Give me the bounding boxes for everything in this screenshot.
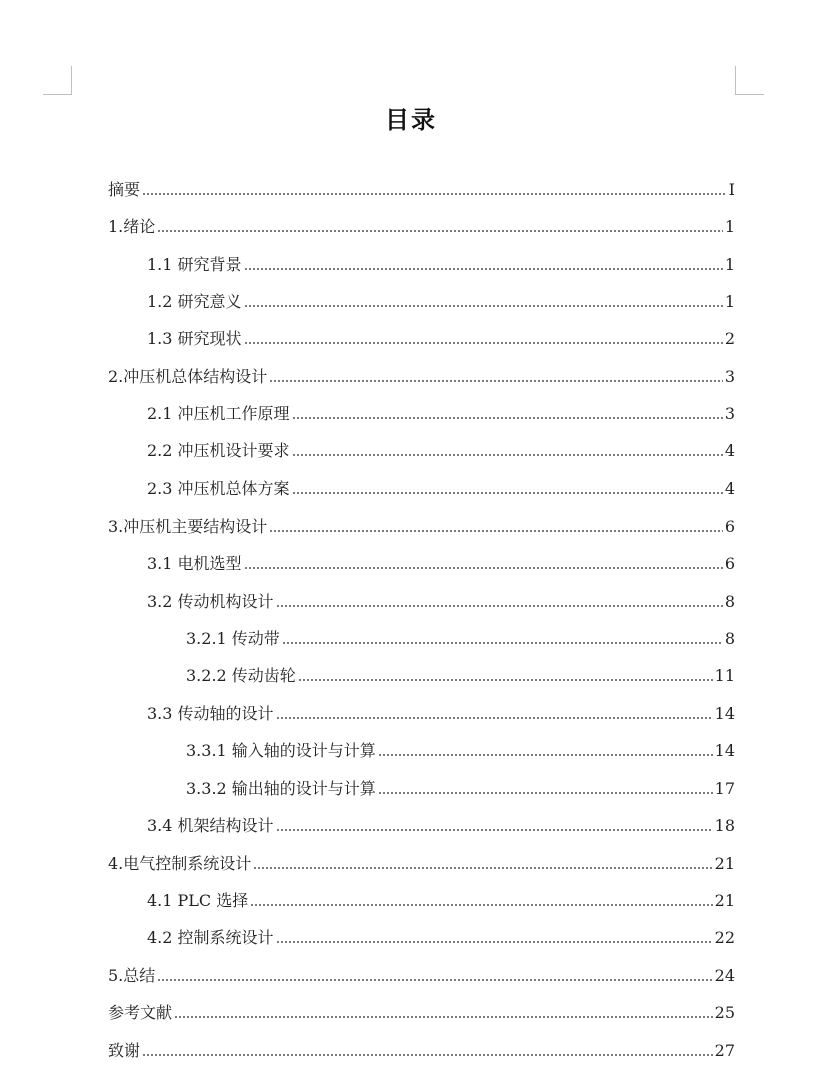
toc-dot-leader	[142, 1053, 713, 1057]
toc-entry-page: 18	[714, 816, 735, 835]
toc-dot-leader	[244, 341, 723, 345]
toc-entry[interactable]	[186, 625, 735, 649]
toc-entry-label: 2.2 冲压机设计要求	[147, 441, 290, 460]
toc-dot-leader	[269, 529, 723, 533]
toc-entry-page: 6	[724, 517, 735, 536]
toc-entry-page: 24	[714, 966, 735, 985]
toc-entry-label: 3.2.1 传动带	[186, 629, 280, 648]
toc-entry-label: 摘要	[108, 180, 141, 199]
toc-entry-page: 4	[724, 479, 735, 498]
toc-entry[interactable]	[147, 437, 735, 461]
toc-dot-leader	[276, 940, 713, 944]
toc-entry[interactable]	[147, 700, 735, 724]
toc-entry[interactable]	[147, 475, 735, 499]
toc-entry-page: 14	[714, 704, 735, 723]
toc-entry-label: 1.2 研究意义	[147, 292, 242, 311]
toc-dot-leader	[142, 192, 727, 196]
toc-entry-page: 1	[724, 217, 735, 236]
toc-entry-page: 27	[714, 1041, 735, 1060]
toc-entry-page: 25	[714, 1003, 735, 1022]
toc-entry-page: 6	[724, 554, 735, 573]
toc-entry[interactable]	[147, 288, 735, 312]
toc-dot-leader	[292, 453, 723, 457]
toc-entry-page: I	[728, 180, 735, 199]
toc-dot-leader	[269, 379, 723, 383]
toc-dot-leader	[250, 903, 712, 907]
toc-dot-leader	[298, 678, 713, 682]
toc-entry[interactable]	[147, 400, 735, 424]
toc-dot-leader	[157, 978, 712, 982]
page-title: 目录	[385, 105, 437, 134]
toc-dot-leader	[244, 304, 723, 308]
toc-entry[interactable]	[108, 363, 735, 387]
toc-dot-leader	[276, 604, 723, 608]
toc-entry-label: 3.2 传动机构设计	[147, 592, 274, 611]
toc-entry-page: 2	[724, 329, 735, 348]
toc-entry-label: 3.1 电机选型	[147, 554, 242, 573]
toc-entry[interactable]	[186, 775, 735, 799]
toc-dot-leader	[276, 716, 713, 720]
toc-entry-label: 3.4 机架结构设计	[147, 816, 274, 835]
toc-entry[interactable]	[108, 850, 735, 874]
toc-entry-label: 3.冲压机主要结构设计	[108, 517, 268, 536]
toc-dot-leader	[378, 791, 713, 795]
toc-entry-label: 参考文献	[108, 1003, 173, 1022]
toc-entry[interactable]	[108, 962, 735, 986]
toc-entry-page: 8	[724, 629, 735, 648]
toc-entry[interactable]	[108, 513, 735, 537]
toc-entry-page: 1	[724, 292, 735, 311]
toc-dot-leader	[244, 566, 723, 570]
toc-entry-page: 4	[724, 441, 735, 460]
toc-dot-leader	[253, 866, 712, 870]
toc-entry-label: 2.3 冲压机总体方案	[147, 479, 290, 498]
toc-dot-leader	[292, 416, 723, 420]
toc-entry-page: 8	[724, 592, 735, 611]
toc-entry-page: 22	[714, 928, 735, 947]
toc-entry-label: 4.1 PLC 选择	[147, 891, 249, 910]
toc-dot-leader	[276, 828, 713, 832]
toc-entry-label: 4.2 控制系统设计	[147, 928, 274, 947]
toc-dot-leader	[174, 1015, 713, 1019]
toc-entry-label: 4.电气控制系统设计	[108, 854, 252, 873]
toc-entry[interactable]	[186, 737, 735, 761]
toc-entry-page: 21	[714, 891, 735, 910]
toc-entry-page: 17	[714, 779, 735, 798]
toc-entry-page: 21	[714, 854, 735, 873]
toc-entry[interactable]	[147, 251, 735, 275]
toc-entry-label: 1.3 研究现状	[147, 329, 242, 348]
toc-entry[interactable]	[147, 887, 735, 911]
toc-entry[interactable]	[186, 662, 735, 686]
toc-entry[interactable]	[108, 213, 735, 237]
toc-dot-leader	[292, 491, 723, 495]
toc-entry-label: 3.3.1 输入轴的设计与计算	[186, 741, 376, 760]
toc-entry[interactable]	[147, 812, 735, 836]
toc-entry-label: 3.3 传动轴的设计	[147, 704, 274, 723]
toc-dot-leader	[282, 641, 723, 645]
toc-entry-label: 3.3.2 输出轴的设计与计算	[186, 779, 376, 798]
toc-entry-page: 3	[724, 367, 735, 386]
toc-entry[interactable]	[147, 550, 735, 574]
toc-entry-page: 1	[724, 255, 735, 274]
toc-entry-label: 5.总结	[108, 966, 156, 985]
toc-dot-leader	[244, 267, 723, 271]
toc-entry-label: 3.2.2 传动齿轮	[186, 666, 296, 685]
toc-entry-label: 致谢	[108, 1041, 141, 1060]
toc-entry[interactable]	[147, 924, 735, 948]
toc-entry-page: 11	[714, 666, 735, 685]
toc-dot-leader	[157, 229, 723, 233]
toc-entry-page: 3	[724, 404, 735, 423]
toc-entry[interactable]	[147, 588, 735, 612]
toc-entry[interactable]	[108, 999, 735, 1023]
toc-entry-label: 2.冲压机总体结构设计	[108, 367, 268, 386]
toc-dot-leader	[378, 753, 713, 757]
toc-entry-label: 1.1 研究背景	[147, 255, 242, 274]
toc-entry-label: 1.绪论	[108, 217, 156, 236]
toc-entry[interactable]	[147, 325, 735, 349]
toc-entry-label: 2.1 冲压机工作原理	[147, 404, 290, 423]
toc-entry[interactable]	[108, 1037, 735, 1061]
toc-entry[interactable]	[108, 176, 735, 200]
toc-entry-page: 14	[714, 741, 735, 760]
